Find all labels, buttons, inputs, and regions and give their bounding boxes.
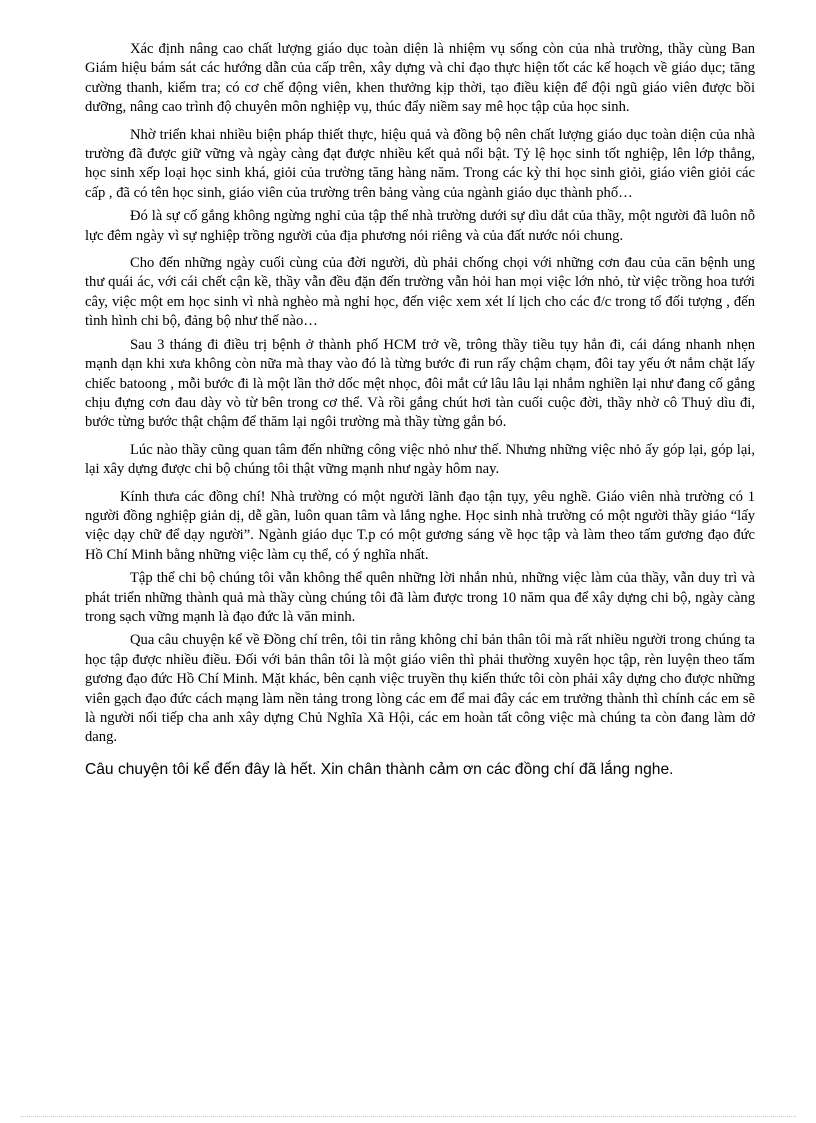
page-bottom-divider <box>20 1116 796 1117</box>
paragraph-9: Qua câu chuyện kể về Đồng chí trên, tôi tin rằng không chỉ bản thân tôi mà rất nhiều người trong chúng ta học tập được nhiều điều. Đối với bản thân tôi là một giáo viên thì phải thường xuyên học tập, rèn luyện theo tấm gương đạo đức Hồ Chí Minh. Mặt khác, bên cạnh việc truyền thụ kiến thức tôi còn phải xây dựng cho được những viên gạch đạo đức cách mạng làm nền tảng trong lòng các em để mai đây các em trưởng thành thì chính các em sẽ là người nối tiếp cha anh xây dựng Chủ Nghĩa Xã Hội, các em hoàn tất công việc mà chúng ta còn đang làm dở dang. <box>85 632 755 746</box>
closing-line: Câu chuyện tôi kể đến đây là hết. Xin chân thành cảm ơn các đồng chí đã lắng nghe. <box>85 760 674 778</box>
paragraph-2: Nhờ triển khai nhiều biện pháp thiết thực, hiệu quả và đồng bộ nên chất lượng giáo dục toàn diện của nhà trường đã được giữ vững và ngày càng đạt được nhiều kết quả nổi bật. Tỷ lệ học sinh tốt nghiệp, lên lớp thẳng, học sinh xếp loại học sinh khá, giỏi của trường tăng hàng năm. Trong các kỳ thi học sinh giỏi, giáo viên giỏi các cấp , đã có tên học sinh, giáo viên của trường trên bảng vàng của ngành giáo dục thành phố… <box>85 126 755 201</box>
paragraph-1: Xác định nâng cao chất lượng giáo dục toàn diện là nhiệm vụ sống còn của nhà trường, thầy cùng Ban Giám hiệu bám sát các hướng dẫn của cấp trên, xây dựng và chỉ đạo thực hiện tốt các kế hoạch về giáo dục; tăng cường thanh, kiểm tra; có cơ chế động viên, khen thưởng kịp thời, tạo điều kiện để đội ngũ giáo viên được bồi dưỡng, nâng cao trình độ chuyên môn nghiệp vụ, thúc đẩy niềm say mê học tập của học sinh. <box>85 41 755 116</box>
document-page <box>85 40 755 780</box>
paragraph-8: Tập thể chi bộ chúng tôi vẫn không thể quên những lời nhắn nhủ, những việc làm của thầy, vẫn duy trì và phát triển những thành quả mà thầy cùng chúng tôi đã làm được trong 10 năm qua để xây dựng chi bộ, ngày càng trong sạch vững mạnh là đạo đức là văn minh. <box>85 570 755 625</box>
paragraph-7: Kính thưa các đồng chí! Nhà trường có một người lãnh đạo tận tụy, yêu nghề. Giáo viên nhà trường có 1 người đồng nghiệp giản dị, dễ gần, luôn quan tâm và lắng nghe. Học sinh nhà trường có một người thầy giáo “lấy việc dạy chữ để dạy người”. Ngành giáo dục T.p có một gương sáng về học tập và làm theo tấm gương đạo đức Hồ Chí Minh bằng những việc làm cụ thể, có ý nghĩa nhất. <box>85 488 755 563</box>
paragraph-3: Đó là sự cố gắng không ngừng nghỉ của tập thể nhà trường dưới sự dìu dắt của thầy, một người đã luôn nỗ lực đêm ngày vì sự nghiệp trồng người của địa phương nói riêng và của đất nước nói chung. <box>85 208 755 244</box>
paragraph-5: Sau 3 tháng đi điều trị bệnh ở thành phố HCM trở về, trông thầy tiều tụy hẳn đi, cái dáng nhanh nhẹn mạnh dạn khi xưa không còn nữa mà thay vào đó là từng bước đi run rẩy chậm chạm, đôi tay yếu ớt nắm chặt lấy chiếc batoong , mỗi bước đi là một lần thở dốc mệt nhọc, đôi mắt cứ lâu lâu lại nhắm nghiền lại như đang cố gắng chịu đựng cơn đau dày vò từ bên trong cơ thể. Và rồi gắng chút hơi tàn cuối cuộc đời, thầy nhờ cô Thuỷ dìu đi, bước từng bước thật chậm để thăm lại ngôi trường mà thầy từng gắn bó. <box>85 336 755 431</box>
paragraph-6: Lúc nào thầy cũng quan tâm đến những công việc nhỏ như thế. Nhưng những việc nhỏ ấy góp lại, góp lại, lại xây dựng được chi bộ chúng tôi thật vững mạnh như ngày hôm nay. <box>85 441 755 478</box>
paragraph-4: Cho đến những ngày cuối cùng của đời người, dù phải chống chọi với những cơn đau của căn bệnh ung thư quái ác, với cái chết cận kề, thầy vẫn đều đặn đến trường vẫn hỏi han mọi việc lớn nhỏ, từ việc trồng hoa tưới cây, việc một em học sinh vì nhà nghèo mà nghỉ học, đến việc xem xét lí lịch cho các đ/c trong tổ đối tượng , đến tình hình chi bộ, đảng bộ như thế nào… <box>85 255 755 330</box>
